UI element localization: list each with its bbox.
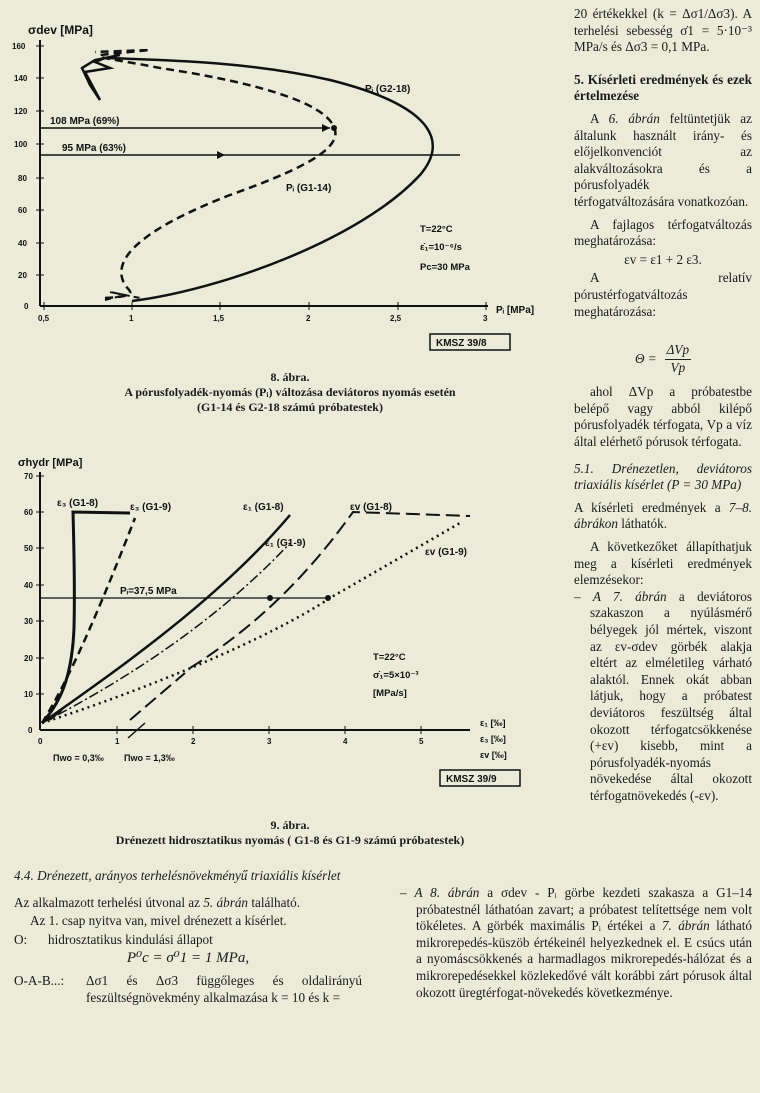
right-p5: ahol ΔVp a próbatestbe belépő vagy abból kilépő pórusfolyadék térfogata, Vp a víz által elérhető pórusok térfogata.	[574, 384, 752, 450]
fig8-ytick: 20	[18, 271, 27, 280]
fig8-ytick: 40	[18, 239, 27, 248]
fig9-evg18-label: εv (G1-8)	[350, 502, 392, 513]
left-p1: Az alkalmazott terhelési útvonal az 5. ábrán található.	[14, 894, 301, 910]
fig8-cond2: ε̇₁=10⁻⁶/s	[420, 242, 462, 253]
equation-theta: Θ = $\frac{\text{ΔVp}}{Vp}$	[634, 342, 690, 375]
section-4-4-heading: 4.4. Drénezett, arányos terhelésnövekményű triaxiális kísérlet	[14, 868, 341, 883]
fig9-leg1: ε₁ [‰]	[480, 718, 506, 728]
right-p7: A következőket állapíthatjuk meg a kísérleti eredmények elemzésekor:	[574, 539, 752, 588]
fig9-ytick: 60	[24, 508, 33, 517]
right-column	[574, 6, 752, 811]
fig8-ytick: 100	[14, 140, 28, 149]
fig8-cond1: T=22°C	[420, 224, 453, 235]
fig9-leg2: ε₃ [‰]	[480, 734, 506, 744]
fig8-cond3: Pc=30 MPa	[420, 262, 470, 273]
left-o: O: hidrosztatikus kindulási állapot	[14, 931, 213, 947]
section-5-1-heading: 5.1. Drénezetlen, deviátoros triaxiális kísérlet (P = 30 MPa)	[574, 460, 752, 493]
fig8-caption-line2: (G1-14 és G2-18 számú próbatestek)	[197, 400, 383, 414]
fig8-caption-line1: A pórusfolyadék-nyomás (Pᵢ) változása deviátoros nyomás esetén	[124, 385, 456, 399]
fig8-ytick: 0	[24, 302, 29, 311]
fig8-ann2: 95 MPa (63%)	[62, 143, 126, 154]
fig8-ann1: 108 MPa (69%)	[50, 116, 120, 127]
right-p4: A relatív pórustérfogatváltozás meghatározása:	[574, 270, 752, 319]
fig9-ytick: 70	[24, 472, 33, 481]
fig9-e1g19-label: ε₁ (G1-9)	[265, 538, 306, 549]
left-column-bottom	[14, 868, 362, 1012]
fig9-xtick: 4	[343, 737, 348, 746]
fig9-e3g18-label: ε₃ (G1-8)	[57, 498, 99, 509]
figure-9	[0, 448, 560, 818]
fig9-xtick: 2	[191, 737, 196, 746]
fig9-cond1: T=22°C	[373, 652, 406, 663]
fig8-ytick: 80	[18, 174, 27, 183]
fig9-ytick: 40	[24, 581, 33, 590]
fig9-lim2: Πwo = 1,3‰	[124, 753, 175, 763]
fig8-xtick: 0,5	[38, 314, 50, 323]
fig9-ytick: 10	[24, 690, 33, 699]
fig8-caption	[40, 370, 540, 415]
fig8-ytick: 60	[18, 206, 27, 215]
fig9-pi: Pᵢ=37,5 MPa	[120, 586, 177, 597]
fig9-evg19-label: εv (G1-9)	[425, 547, 467, 558]
bottom-right-text	[400, 885, 752, 1007]
right-p3: A fajlagos térfogatváltozás meghatározása:	[574, 216, 752, 249]
fig9-xtick: 5	[419, 737, 424, 746]
fig9-ytick: 30	[24, 617, 33, 626]
right-p1: 20 értékekkel (k = Δσ1/Δσ3). A terhelési sebesség σ̇1 = 5·10⁻³ MPa/s és Δσ3 = 0,1 MPa.	[574, 6, 752, 55]
fig9-series-e1-g1-8	[42, 515, 290, 723]
fig9-ytick: 50	[24, 544, 33, 553]
fig8-stamp: KMSZ 39/8	[436, 338, 487, 349]
fig8-ylabel: σdev [MPa]	[28, 23, 93, 37]
right-bullet-1: – A 7. ábrán a deviátoros szakaszon a nyúlásmérő bélyegek jól mértek, viszont az εv-σdev görbék alakja eltért az elméletileg várható alaktól. Ennek okát abban látjuk, hogy a próbatest deviátoros feszültség által okozott térfogatcsökkenése (+εv) kisebb, mint a pórusfolyadék-nyomás növekedése által okozott térfogatnövekedés (-εv).	[574, 588, 752, 803]
fig9-xtick: 1	[115, 737, 120, 746]
fig8-ytick: 120	[14, 107, 28, 116]
fig9-cond2: σ̇₁=5×10⁻³	[373, 670, 419, 681]
fig8-curve2-label: Pᵢ (G1-14)	[286, 183, 332, 194]
fig9-number: 9. ábra.	[270, 818, 310, 832]
right-bullet-2: – A 8. ábrán a σdev - Pᵢ görbe kezdeti szakasza a G1–14 próbatestnél láthatóan zavart; a próbatest telítettsége nem volt tökéletes. A görbék maximális Pᵢ értékei a 7. ábrán látható mikrorepedés-küszöb értékeinél helyezkednek el. E csúcs után a nyomáscsökkenés a harmadlagos mikrorepedés-hálózat és a mikrorepedésekkel közlekedővé vált korábbi zárt pórusok által okozott üregtérfogat-növekedés következménye.	[400, 885, 752, 1000]
fig8-number: 8. ábra.	[270, 370, 310, 384]
fig8-ytick: 160	[12, 42, 26, 51]
fig8-xlabel: Pᵢ [MPa]	[496, 305, 535, 316]
fig8-ytick: 140	[14, 74, 28, 83]
fig9-e3g19-label: ε₃ (G1-9)	[130, 502, 172, 513]
equation-p0c: P⁰c = σ⁰1 = 1 MPa,	[126, 950, 250, 967]
fig8-xtick: 1	[129, 314, 134, 323]
fig9-leg3: εv [‰]	[480, 750, 507, 760]
fig8-xtick: 2	[306, 314, 311, 323]
fig8-xtick: 3	[483, 314, 488, 323]
fig8-xtick: 2,5	[390, 314, 402, 323]
fig9-xtick: 3	[267, 737, 272, 746]
fig9-stamp: KMSZ 39/9	[446, 774, 497, 785]
fig9-ytick: 0	[28, 726, 33, 735]
right-p6: A kísérleti eredmények a 7–8. ábrákon láthatók.	[574, 499, 752, 532]
fig8-xtick: 1,5	[213, 314, 225, 323]
section-5-heading: 5. Kísérleti eredmények és ezek értelmezése	[574, 71, 752, 104]
fig8-series-g1-14	[95, 50, 335, 298]
fig8-curve1-label: Pᵢ (G2-18)	[365, 84, 411, 95]
left-oab: O-A-B...: Δσ1 és Δσ3 függőleges és oldalirányú feszültségnövekmény alkalmazása k = 10 és k =	[14, 972, 362, 1005]
fig9-series-e3-g1-9	[42, 518, 135, 723]
fig9-ytick: 20	[24, 654, 33, 663]
fig9-e1g18-label: ε₁ (G1-8)	[243, 502, 284, 513]
fig9-ylabel: σhydr [MPa]	[18, 457, 83, 469]
fig9-lim1: Πwo = 0,3‰	[53, 753, 104, 763]
right-p2: A 6. ábrán feltüntetjük az általunk használt irány- és előjelkonvenciót az alakváltozásokra és a pórusfolyadék térfogatváltozására vonatkozóan.	[574, 110, 753, 209]
fig9-caption	[40, 818, 540, 848]
fig9-caption-line1: Drénezett hidrosztatikus nyomás ( G1-8 és G1-9 számú próbatestek)	[115, 833, 465, 847]
fig9-xtick: 0	[38, 737, 43, 746]
figure-8	[0, 0, 560, 395]
equation-ev: εv = ε1 + 2 ε3.	[624, 251, 702, 267]
fig9-cond3: [MPa/s]	[373, 688, 407, 699]
left-p2: Az 1. csap nyitva van, mivel drénezett a kísérlet.	[30, 913, 287, 929]
